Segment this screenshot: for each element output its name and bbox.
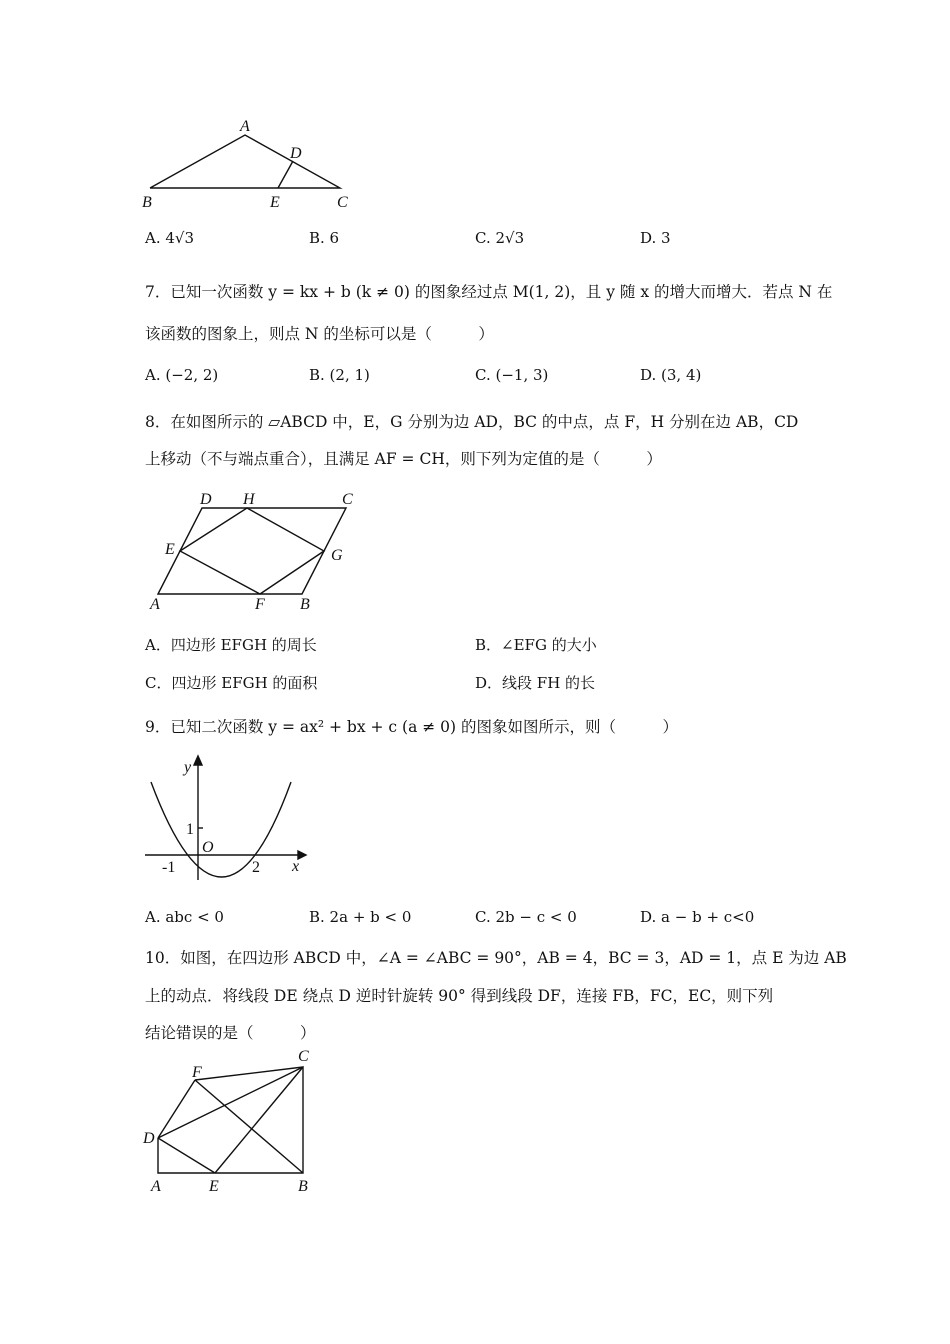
label-h: H: [243, 491, 255, 508]
segment-ec: [215, 1067, 303, 1173]
label-two: 2: [252, 859, 260, 876]
q10-text-line3: 结论错误的是（ ）: [145, 1024, 316, 1042]
label-neg-one: -1: [162, 859, 176, 876]
quadrilateral-efgh: [180, 508, 324, 594]
q8-text-line1: 8．在如图所示的 ▱ABCD 中，E，G 分别为边 AD，BC 的中点，点 F，H 分别在边 AB，CD: [145, 413, 799, 431]
triangle-sides: [150, 135, 340, 188]
segment-fc: [195, 1067, 303, 1080]
q7-option-a: A. (−2, 2): [145, 366, 219, 384]
label-a: A: [150, 596, 160, 613]
y-axis-arrow: [194, 756, 202, 765]
q9-option-a: A. abc < 0: [145, 908, 224, 926]
q9-text-line1: 9．已知二次函数 y = ax² + bx + c (a ≠ 0) 的图象如图所示，则（ ）: [145, 718, 679, 736]
q8-option-c: C．四边形 EFGH 的面积: [145, 674, 318, 692]
label-one: 1: [186, 821, 194, 838]
quadrilateral-abcd: [158, 1067, 303, 1173]
q6-option-b: B. 6: [309, 229, 340, 247]
q8-text-line2: 上移动（不与端点重合），且满足 AF = CH，则下列为定值的是（ ）: [145, 450, 662, 468]
q10-quadrilateral-figure: [135, 1045, 335, 1200]
x-axis-arrow: [298, 851, 306, 859]
label-e: E: [270, 194, 280, 211]
label-b: B: [300, 596, 310, 613]
q7-option-c: C. (−1, 3): [475, 366, 549, 384]
q6-option-c: C. 2√3: [475, 229, 525, 247]
q9-option-d: D. a − b + c<0: [640, 908, 755, 926]
q8-option-d: D．线段 FH 的长: [475, 674, 596, 692]
label-c: C: [337, 194, 348, 211]
label-b: B: [298, 1178, 308, 1195]
label-e: E: [165, 541, 175, 558]
q7-text-line1: 7．已知一次函数 y = kx + b (k ≠ 0) 的图象经过点 M(1, 2)，且 y 随 x 的增大而增大．若点 N 在: [145, 283, 833, 301]
label-d: D: [290, 145, 302, 162]
label-b: B: [142, 194, 152, 211]
q7-option-d: D. (3, 4): [640, 366, 702, 384]
label-x: x: [292, 858, 300, 875]
q10-text-line1: 10．如图，在四边形 ABCD 中，∠A = ∠ABC = 90°，AB = 4，BC = 3，AD = 1，点 E 为边 AB: [145, 949, 847, 967]
q7-option-b: B. (2, 1): [309, 366, 370, 384]
q6-option-d: D. 3: [640, 229, 671, 247]
label-d: D: [143, 1130, 155, 1147]
q8-option-b: B．∠EFG 的大小: [475, 636, 597, 654]
label-o: O: [202, 839, 214, 856]
label-e: E: [209, 1178, 219, 1195]
q8-option-a: A．四边形 EFGH 的周长: [145, 636, 317, 654]
label-y: y: [184, 759, 192, 776]
label-c: C: [298, 1048, 309, 1065]
segment-de: [278, 161, 293, 188]
q7-text-line2: 该函数的图象上，则点 N 的坐标可以是（ ）: [145, 325, 494, 343]
label-g: G: [331, 547, 343, 564]
q9-option-b: B. 2a + b < 0: [309, 908, 412, 926]
parallelogram-abcd: [158, 508, 346, 594]
label-f: F: [192, 1064, 202, 1081]
q8-parallelogram-figure: [140, 488, 380, 618]
q9-option-c: C. 2b − c < 0: [475, 908, 577, 926]
q6-option-a: A. 4√3: [145, 229, 195, 247]
label-a: A: [240, 118, 250, 135]
q9-parabola-figure: [140, 752, 310, 882]
q6-triangle-figure: [130, 110, 370, 215]
q10-text-line2: 上的动点．将线段 DE 绕点 D 逆时针旋转 90° 得到线段 DF，连接 FB，FC，EC，则下列: [145, 987, 774, 1005]
segment-de: [158, 1138, 215, 1173]
label-c: C: [342, 491, 353, 508]
label-d: D: [200, 491, 212, 508]
label-a: A: [151, 1178, 161, 1195]
label-f: F: [255, 596, 265, 613]
